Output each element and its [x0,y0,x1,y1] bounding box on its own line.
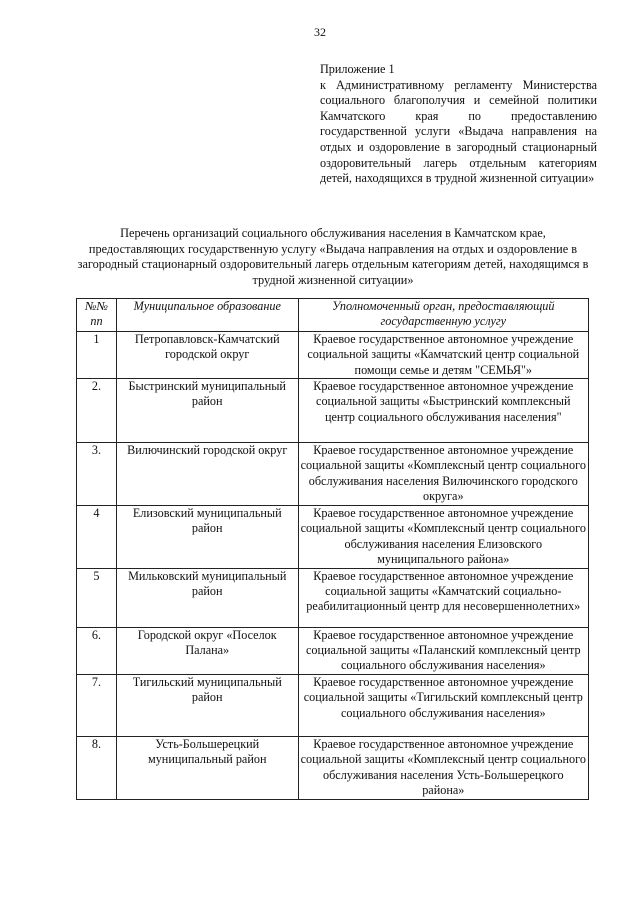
row-municipality: Тигильский муниципальный район [116,674,298,736]
header-agency: Уполномоченный орган, предоставляющий государственную услугу [298,299,588,332]
row-number: 8. [77,736,117,799]
row-agency: Краевое государственное автономное учреждение социальной защиты «Камчатский социально-реабилитационный центр для несовершеннолетних» [298,568,588,627]
row-agency: Краевое государственное автономное учреждение социальной защиты «Комплексный центр социального обслуживания населения Елизовского муниципального района» [298,506,588,569]
header-municipality: Муниципальное образование [116,299,298,332]
row-number: 6. [77,627,117,674]
row-agency: Краевое государственное автономное учреждение социальной защиты «Камчатский центр социальной помощи семье и детям "СЕМЬЯ"» [298,331,588,378]
row-municipality: Мильковский муниципальный район [116,568,298,627]
row-municipality: Петропавловск-Камчатский городской округ [116,331,298,378]
table-row [77,379,589,443]
row-municipality: Вилючинский городской округ [116,443,298,506]
organizations-table [76,298,589,800]
row-agency: Краевое государственное автономное учреждение социальной защиты «Комплексный центр социального обслуживания населения Вилючинского городского округа» [298,443,588,506]
row-municipality: Усть-Большерецкий муниципальный район [116,736,298,799]
table-row [77,331,589,378]
row-number: 3. [77,443,117,506]
row-number: 4 [77,506,117,569]
page-number: 32 [314,25,326,39]
row-municipality: Быстринский муниципальный район [116,379,298,443]
appendix-body: к Административному регламенту Министерства социального благополучия и семейной политики Камчатского края по предоставлению государственной услуги «Выдача направления на отдых и оздоровление в загородный стационарный оздоровительный лагерь отдельным категориям детей, находящихся в трудной жизненной ситуации» [320,77,597,186]
table-row [77,443,589,506]
table-header-row [77,299,589,332]
row-agency: Краевое государственное автономное учреждение социальной защиты «Тигильский комплексный центр социального обслуживания населения» [298,674,588,736]
table-row [77,627,589,674]
table-row [77,568,589,627]
row-number: 5 [77,568,117,627]
table-row [77,674,589,736]
header-number: №№ пп [77,299,117,332]
table-row [77,736,589,799]
row-municipality: Елизовский муниципальный район [116,506,298,569]
appendix-title: Приложение 1 [320,62,395,76]
document-title: Перечень организаций социального обслуживания населения в Камчатском крае, предоставляющих государственную услугу «Выдача направления на отдых и оздоровление в загородный стационарный оздоровительный лагерь отдельным категориям детей, находящимся в трудной жизненной ситуации» [77,226,589,287]
row-number: 1 [77,331,117,378]
row-agency: Краевое государственное автономное учреждение социальной защиты «Быстринский комплексный центр социального обслуживания населения" [298,379,588,443]
row-number: 2. [77,379,117,443]
row-municipality: Городской округ «Поселок Палана» [116,627,298,674]
row-number: 7. [77,674,117,736]
appendix-block [320,62,597,187]
row-agency: Краевое государственное автономное учреждение социальной защиты «Комплексный центр социального обслуживания населения Усть-Большерецкого района» [298,736,588,799]
row-agency: Краевое государственное автономное учреждение социальной защиты «Паланский комплексный центр социального обслуживания населения» [298,627,588,674]
table-row [77,506,589,569]
